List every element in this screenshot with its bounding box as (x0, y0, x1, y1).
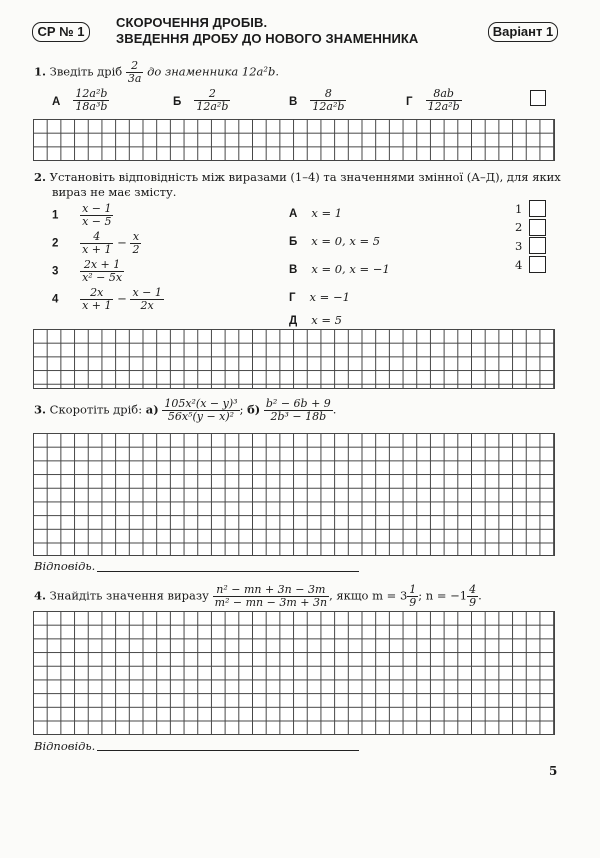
task1-option-v[interactable]: В $\frac{8}{\text{12a²b}}$ (289, 87, 345, 113)
page-title-line1: СКОРОЧЕННЯ ДРОБІВ. (116, 15, 268, 30)
task2-answer-label-1: 1 (515, 202, 523, 216)
task1-text-after: до знаменника 12a²b. (147, 64, 280, 79)
task1-answer-box[interactable] (530, 90, 546, 106)
task2-expression-1: 1 $\frac{x - 1}{x - 5}$ (52, 202, 112, 228)
work-number-badge: СР № 1 (32, 22, 90, 42)
task3-statement: 3. Скоротіть дріб: а) $\frac{\text{105x²(x − y)³}}{\text{56x⁵(y − x)²}}$ ; б) $\frac{\text{b² − 6b + 9}}{\text{2b³ − 18b}}$ . (34, 397, 337, 423)
variant-badge: Варіант 1 (488, 22, 558, 42)
task4-answer-line[interactable] (97, 750, 359, 751)
task2-answer-label-4: 4 (515, 258, 523, 272)
task2-expression-4: 4 $\frac{2x}{x + 1}$ − $\frac{x - 1}{2x}$ (52, 286, 162, 312)
task3-answer-label: Відповідь. (34, 559, 96, 573)
task2-expression-3: 3 $\frac{2x + 1}{\text{x² − 5x}}$ (52, 258, 123, 284)
task4-answer-label: Відповідь. (34, 739, 96, 753)
task2-answer-label-2: 2 (515, 220, 523, 234)
task1-fraction: $\frac{2}{3a}$ (127, 59, 142, 85)
task2-answer-box-4[interactable] (529, 256, 546, 273)
page-title-line2: ЗВЕДЕННЯ ДРОБУ ДО НОВОГО ЗНАМЕННИКА (116, 31, 419, 46)
task2-answer-label-3: 3 (515, 239, 523, 253)
task2-statement-line1: 2. Установіть відповідність між виразами (1–4) та значеннями змінної (А–Д), для яких (34, 170, 561, 184)
task1-statement (34, 60, 279, 85)
task1-text-before: Зведіть дріб (49, 64, 123, 79)
task4-statement: 4. Знайдіть значення виразу $\frac{\text{n² − mn + 3n − 3m}}{\text{m² − mn − 3m + 3n}}$ , якщо m = 3 $\frac{1}{9}$ ; n = −1 $\frac{4}{9}$ . (34, 583, 482, 609)
task1-option-g[interactable]: Г $\frac{8ab}{\text{12a²b}}$ (406, 87, 460, 113)
task2-statement-line2: вираз не має змісту. (52, 185, 177, 199)
task2-value-b: Б x = 0, x = 5 (289, 234, 381, 248)
task2-answer-box-3[interactable] (529, 237, 546, 254)
task3-work-grid[interactable] (33, 433, 555, 556)
task2-value-d: Д x = 5 (289, 313, 342, 327)
task2-value-a: А x = 1 (289, 206, 343, 220)
task1-option-a[interactable]: А $\frac{\text{12a²b}}{\text{18a³b}}$ (52, 87, 108, 113)
task3-answer-line[interactable] (97, 571, 359, 572)
task2-answer-box-2[interactable] (529, 219, 546, 236)
task4-work-grid[interactable] (33, 611, 555, 735)
task2-work-grid[interactable] (33, 329, 555, 389)
task2-answer-box-1[interactable] (529, 200, 546, 217)
task1-work-grid[interactable] (33, 119, 555, 161)
task2-value-v: В x = 0, x = −1 (289, 262, 390, 276)
task2-expression-2: 2 $\frac{4}{x + 1}$ − $\frac{x}{2}$ (52, 230, 140, 256)
task1-option-b[interactable]: Б $\frac{2}{\text{12a²b}}$ (173, 87, 229, 113)
task1-number: 1. (34, 64, 47, 79)
page-number: 5 (549, 764, 558, 778)
task2-value-g: Г x = −1 (289, 290, 350, 304)
